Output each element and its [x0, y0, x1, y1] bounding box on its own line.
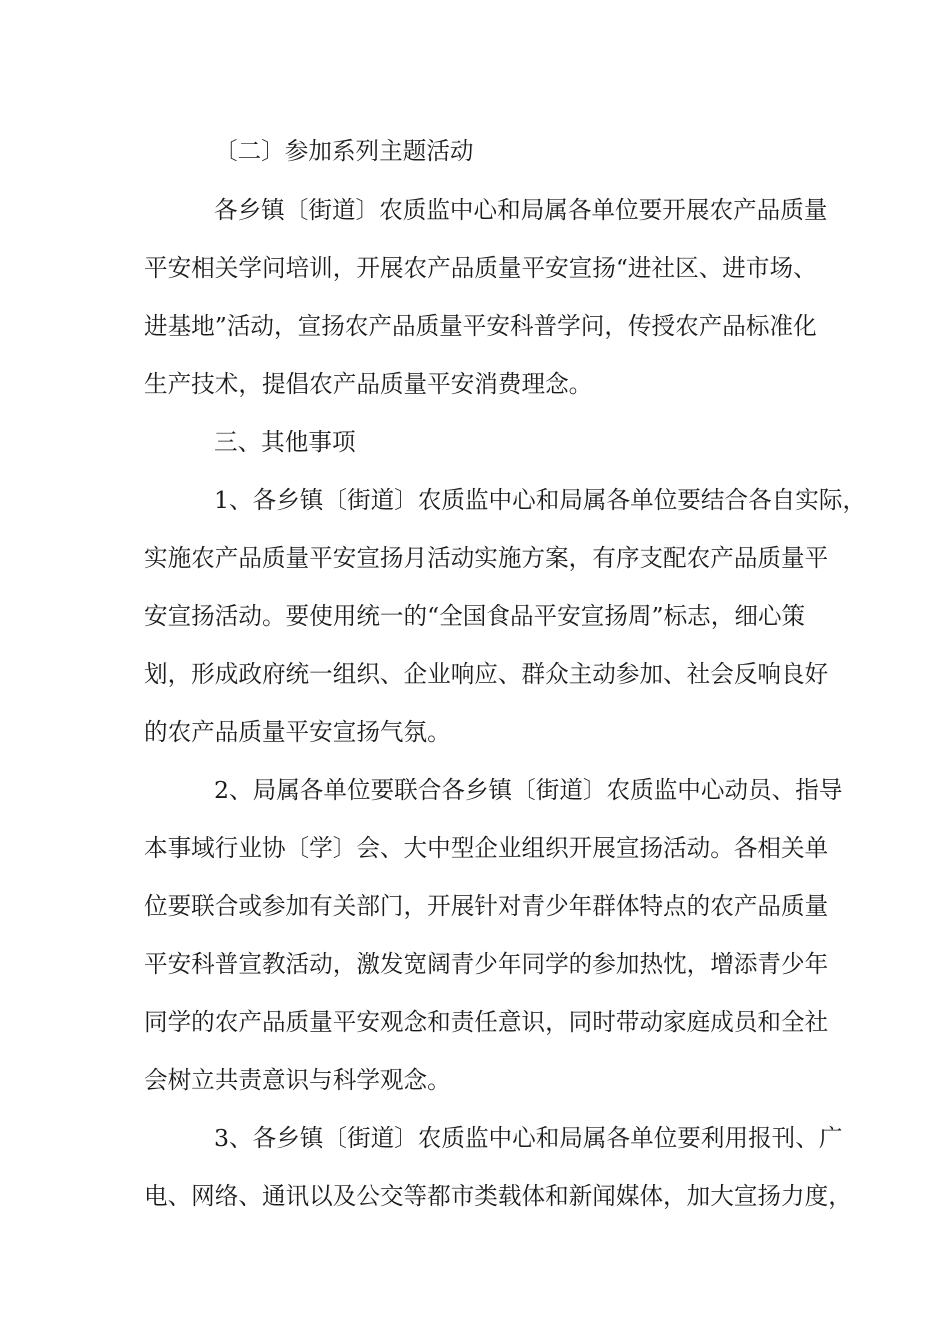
paragraph-line: 电、网络、通讯以及公交等都市类载体和新闻媒体，加大宣扬力度，	[144, 1182, 852, 1210]
paragraph-line: 各乡镇〔街道〕农质监中心和局属各单位要开展农产品质量	[214, 196, 828, 224]
paragraph-line: 生产技术，提倡农产品质量平安消费理念。	[144, 370, 593, 398]
paragraph-line: 3、各乡镇〔街道〕农质监中心和局属各单位要利用报刊、广	[214, 1124, 843, 1152]
section-heading-activities: 〔二〕参加系列主题活动	[214, 137, 474, 165]
paragraph-line: 同学的农产品质量平安观念和责任意识，同时带动家庭成员和全社	[144, 1008, 829, 1036]
paragraph-line: 安宣扬活动。要使用统一的“全国食品平安宣扬周”标志，细心策	[144, 602, 806, 630]
paragraph-line: 会树立共责意识与科学观念。	[144, 1066, 451, 1094]
paragraph-line: 进基地”活动，宣扬农产品质量平安科普学问，传授农产品标准化	[144, 312, 817, 340]
paragraph-line: 实施农产品质量平安宣扬月活动实施方案，有序支配农产品质量平	[144, 544, 829, 572]
section-heading-other-matters: 三、其他事项	[214, 428, 356, 456]
paragraph-line: 平安科普宣教活动，激发宽阔青少年同学的参加热忱，增添青少年	[144, 950, 829, 978]
paragraph-line: 划，形成政府统一组织、企业响应、群众主动参加、社会反响良好	[144, 660, 829, 688]
paragraph-line: 位要联合或参加有关部门，开展针对青少年群体特点的农产品质量	[144, 892, 829, 920]
paragraph-line: 1、各乡镇〔街道〕农质监中心和局属各单位要结合各自实际，	[214, 486, 867, 514]
paragraph-line: 2、局属各单位要联合各乡镇〔街道〕农质监中心动员、指导	[214, 776, 843, 804]
paragraph-line: 平安相关学问培训，开展农产品质量平安宣扬“进社区、进市场、	[144, 254, 817, 282]
paragraph-line: 的农产品质量平安宣扬气氛。	[144, 718, 451, 746]
paragraph-line: 本事域行业协〔学〕会、大中型企业组织开展宣扬活动。各相关单	[144, 834, 829, 862]
